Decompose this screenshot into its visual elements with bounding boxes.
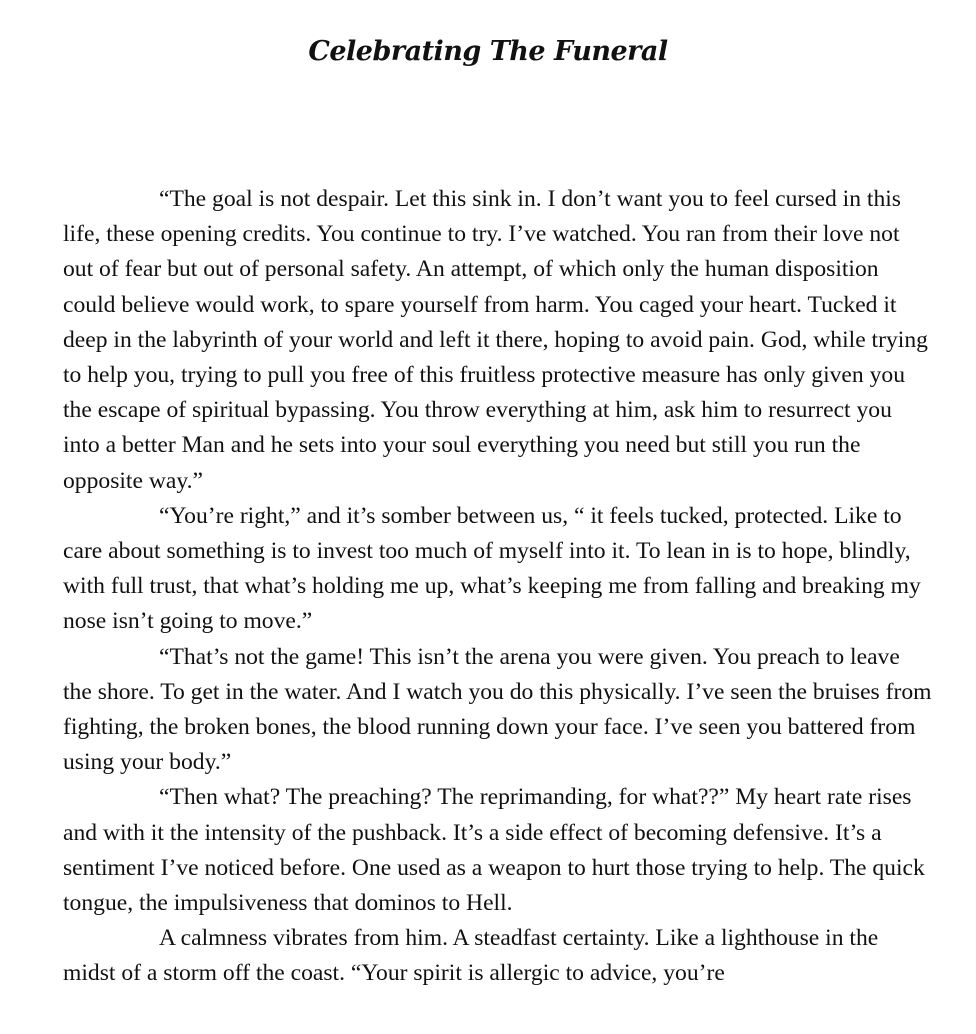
paragraph: “The goal is not despair. Let this sink in. I don’t want you to feel cursed in this life, these opening credits. You continue to try. I’ve watched. You ran from their love not out of fear but out of personal safety. An attempt, of which only the human disposition could believe would work, to spare yourself from harm. You caged your heart. Tucked it deep in the labyrinth of your world and left it there, hoping to avoid pain. God, while trying to help you, trying to pull you free of this fruitless protective measure has only given you the escape of spiritual bypassing. You throw everything at him, ask him to resurrect you into a better Man and he sets into your soul everything you need but still you run the opposite way.”	[63, 186, 928, 494]
paragraph: “That’s not the game! This isn’t the arena you were given. You preach to leave the shore. To get in the water. And I watch you do this physically. I’ve seen the bruises from fighting, the broken bones, the blood running down your face. I’ve seen you battered from using your body.”	[63, 643, 932, 776]
page-title: Celebrating The Funeral	[308, 36, 668, 67]
paragraph: “You’re right,” and it’s somber between us, “ it feels tucked, protected. Like to care about something is to invest too much of myself into it. To lean in is to hope, blindly, with full trust, that what’s holding me up, what’s keeping me from falling and breaking my nose isn’t going to move.”	[63, 502, 921, 635]
paragraph: A calmness vibrates from him. A steadfast certainty. Like a lighthouse in the midst of a storm off the coast. “Your spirit is allergic to advice, you’re	[63, 925, 879, 987]
paragraph: “Then what? The preaching? The reprimanding, for what??” My heart rate rises and with it the intensity of the pushback. It’s a side effect of becoming defensive. It’s a sentiment I’ve noticed before. One used as a weapon to hurt those trying to help. The quick tongue, the impulsiveness that dominos to Hell.	[63, 784, 925, 917]
body-text	[63, 182, 933, 992]
